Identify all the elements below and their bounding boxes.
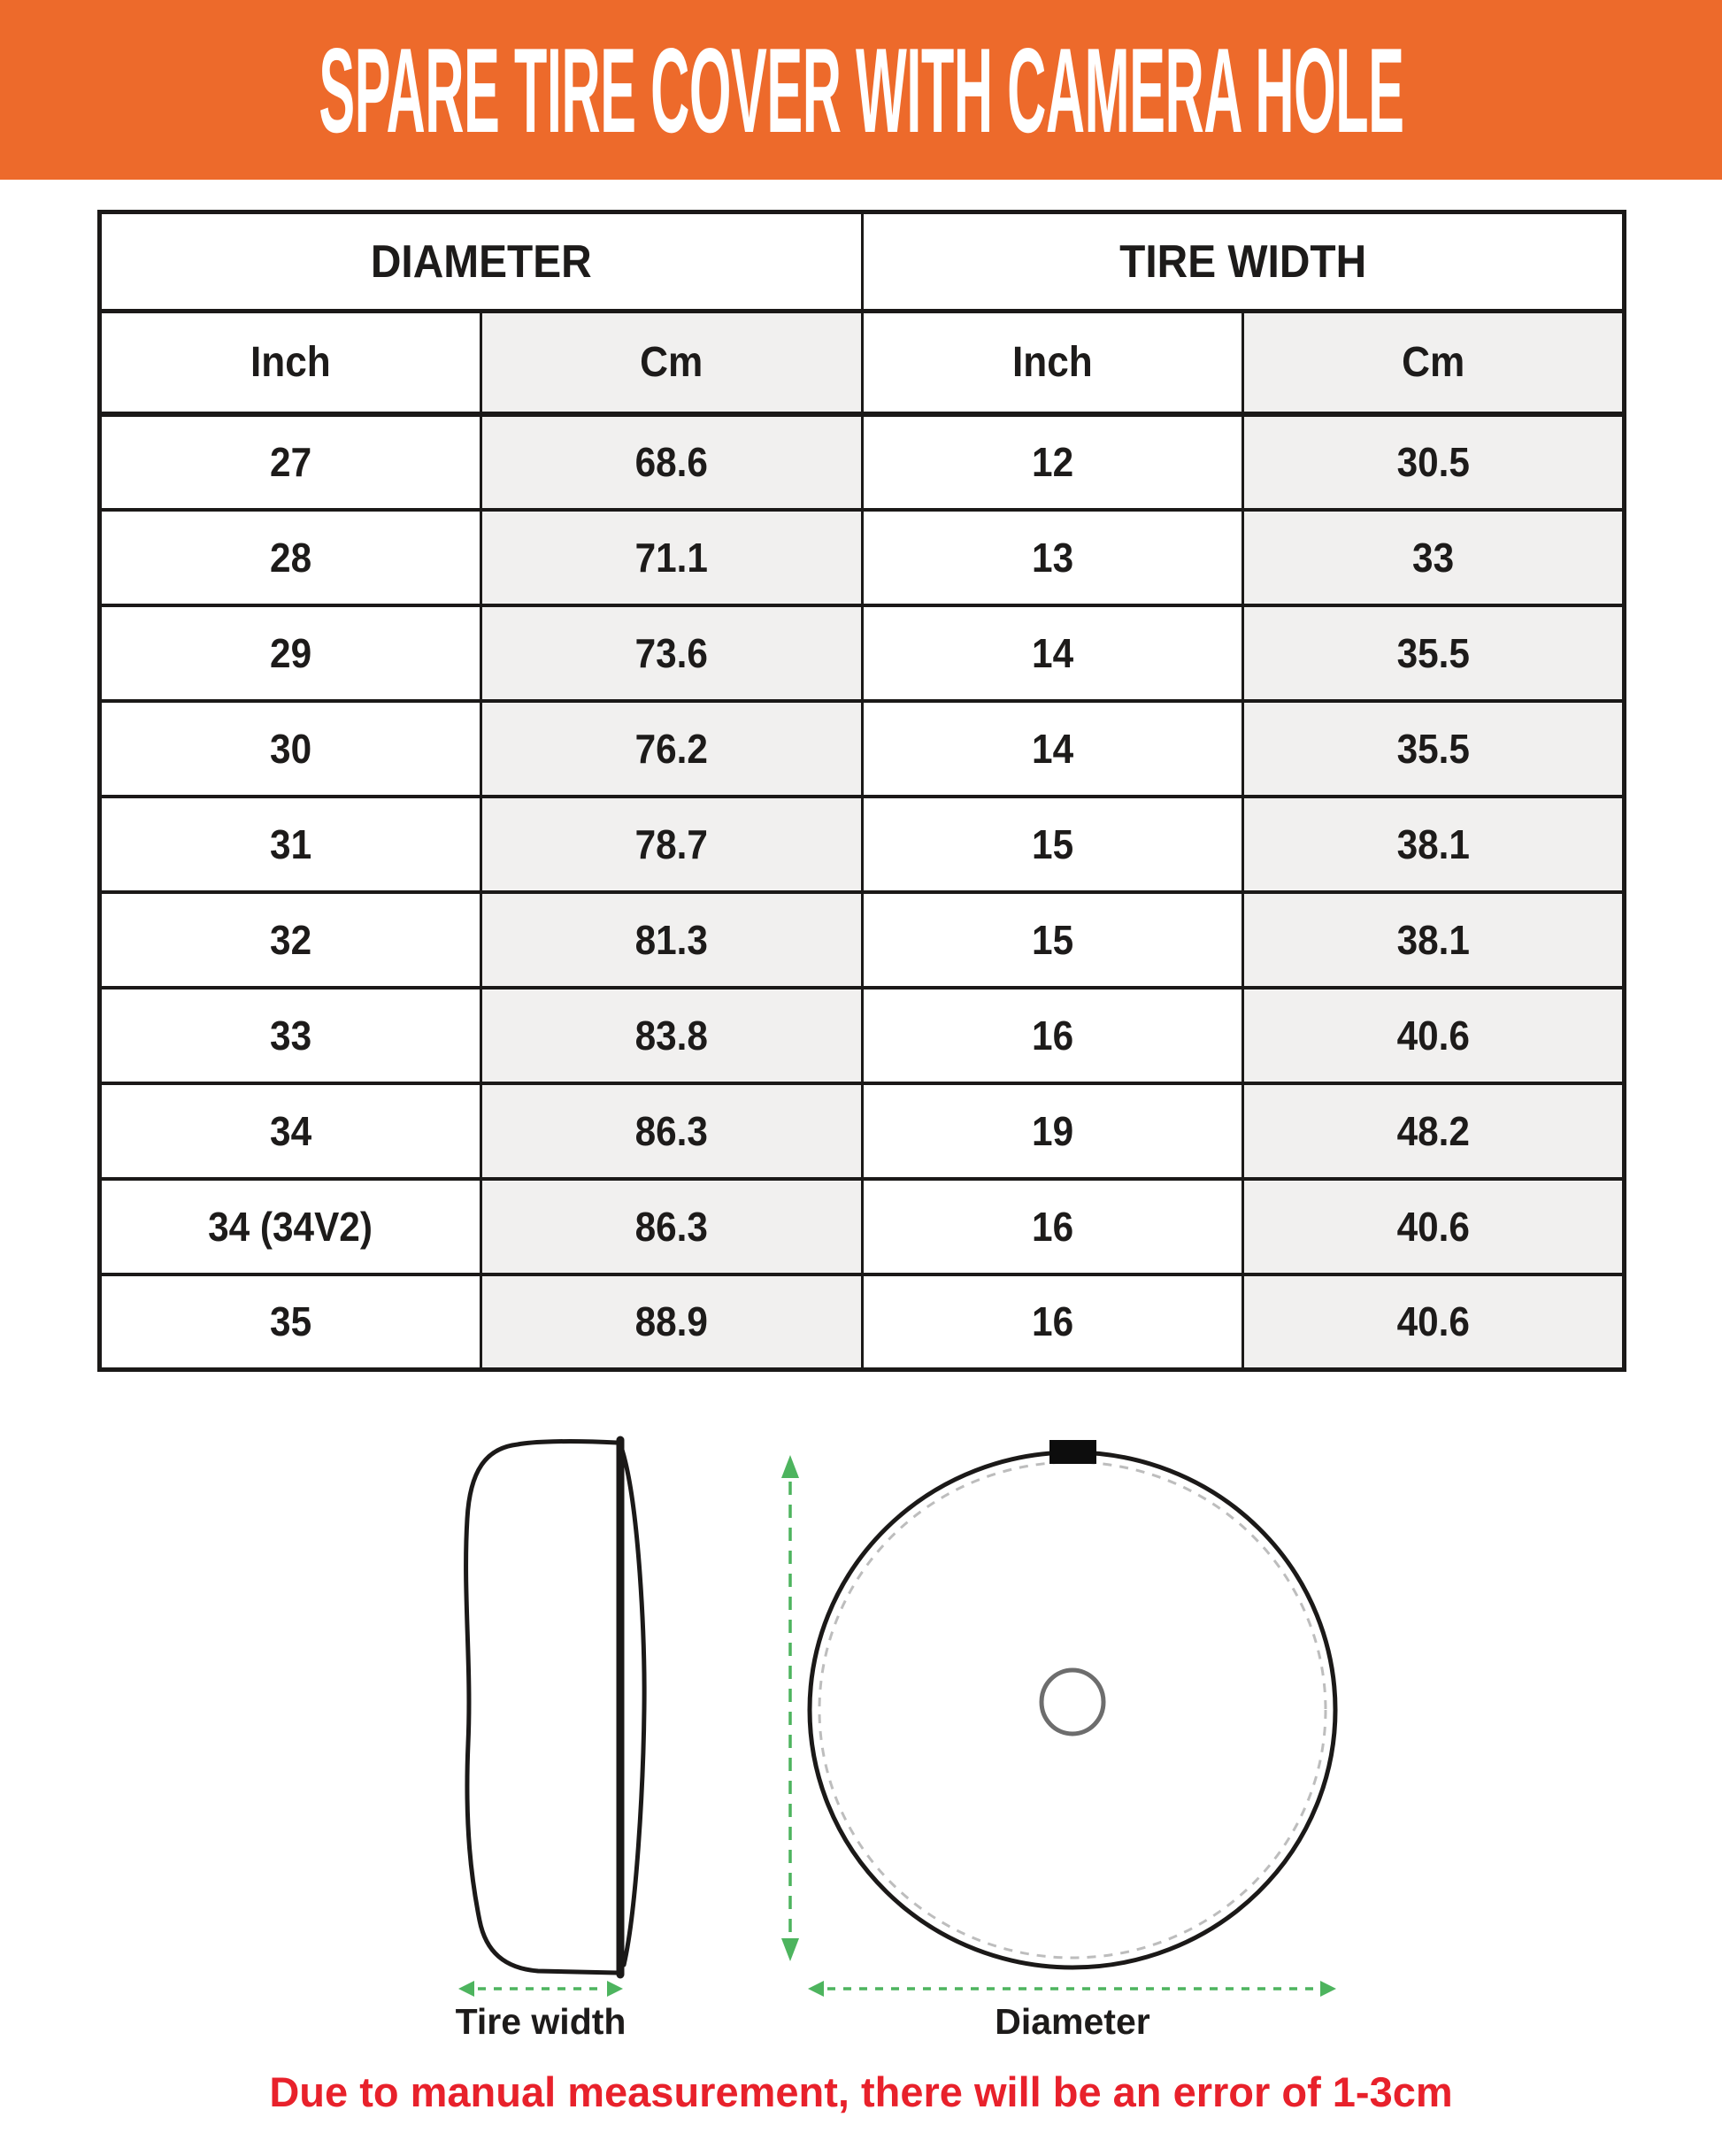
size-table [97, 210, 1626, 1372]
table-cell: 31 [100, 797, 481, 892]
table-row [100, 1274, 1625, 1370]
table-cell: 14 [862, 605, 1243, 701]
table-cell: 27 [100, 414, 481, 510]
measurement-note: Due to manual measurement, there will be an error of 1-3cm [269, 2068, 1453, 2115]
table-cell: 28 [100, 510, 481, 605]
table-cell: 16 [862, 1179, 1243, 1274]
table-cell: 16 [862, 988, 1243, 1083]
table-cell: 35.5 [1243, 605, 1625, 701]
table-row [100, 701, 1625, 797]
table-cell: 71.1 [480, 510, 862, 605]
table-cell: 86.3 [480, 1179, 862, 1274]
table-cell: 38.1 [1243, 892, 1625, 988]
table-cell: 12 [862, 414, 1243, 510]
table-row [100, 414, 1625, 510]
table-cell: 78.7 [480, 797, 862, 892]
column-header-diameter-inch: Inch [100, 312, 481, 414]
page-title: SPARE TIRE COVER WITH CAMERA HOLE [318, 22, 1404, 158]
tire-width-label: Tire width [455, 2001, 627, 2042]
table-cell: 86.3 [480, 1083, 862, 1179]
table-cell: 34 [100, 1083, 481, 1179]
banner [0, 0, 1722, 180]
table-cell: 34 (34V2) [100, 1179, 481, 1274]
column-header-width-cm: Cm [1243, 312, 1625, 414]
table-cell: 88.9 [480, 1274, 862, 1370]
tire-width-arrow [458, 1981, 623, 1997]
column-header-width-inch: Inch [862, 312, 1243, 414]
table-row [100, 797, 1625, 892]
tire-side-view [466, 1440, 645, 1975]
column-header-diameter-cm: Cm [480, 312, 862, 414]
diameter-arrow [808, 1981, 1336, 1997]
table-row [100, 892, 1625, 988]
table-cell: 14 [862, 701, 1243, 797]
table-cell: 35 [100, 1274, 481, 1370]
table-cell: 73.6 [480, 605, 862, 701]
valve-mark [1049, 1440, 1096, 1464]
size-table-wrap [97, 210, 1626, 1372]
column-group-diameter-label: DIAMETER [370, 235, 592, 288]
table-cell: 30 [100, 701, 481, 797]
table-cell: 29 [100, 605, 481, 701]
tire-front-view [810, 1440, 1335, 1967]
table-row [100, 988, 1625, 1083]
table-cell: 32 [100, 892, 481, 988]
table-cell: 48.2 [1243, 1083, 1625, 1179]
table-row [100, 510, 1625, 605]
table-cell: 40.6 [1243, 1179, 1625, 1274]
table-cell: 81.3 [480, 892, 862, 988]
measurement-diagram-svg [0, 1372, 1722, 2044]
table-cell: 40.6 [1243, 1274, 1625, 1370]
diameter-label: Diameter [995, 2001, 1150, 2042]
table-cell: 16 [862, 1274, 1243, 1370]
table-cell: 15 [862, 892, 1243, 988]
table-cell: 33 [1243, 510, 1625, 605]
camera-hole [1042, 1670, 1103, 1734]
table-cell: 35.5 [1243, 701, 1625, 797]
table-row [100, 605, 1625, 701]
table-cell: 76.2 [480, 701, 862, 797]
table-row [100, 1083, 1625, 1179]
table-cell: 40.6 [1243, 988, 1625, 1083]
table-cell: 30.5 [1243, 414, 1625, 510]
table-group-header-row [100, 212, 1625, 312]
table-cell: 33 [100, 988, 481, 1083]
table-cell: 38.1 [1243, 797, 1625, 892]
column-group-diameter [100, 212, 863, 312]
table-row [100, 1179, 1625, 1274]
table-cell: 19 [862, 1083, 1243, 1179]
column-group-tire-width [862, 212, 1625, 312]
table-cell: 13 [862, 510, 1243, 605]
diameter-arrow-vertical [781, 1455, 799, 1961]
table-cell: 15 [862, 797, 1243, 892]
table-cell: 83.8 [480, 988, 862, 1083]
measurement-diagram [0, 1372, 1722, 2044]
table-cell: 68.6 [480, 414, 862, 510]
column-group-tire-width-label: TIRE WIDTH [1119, 235, 1366, 288]
table-sub-header-row [100, 312, 1625, 414]
